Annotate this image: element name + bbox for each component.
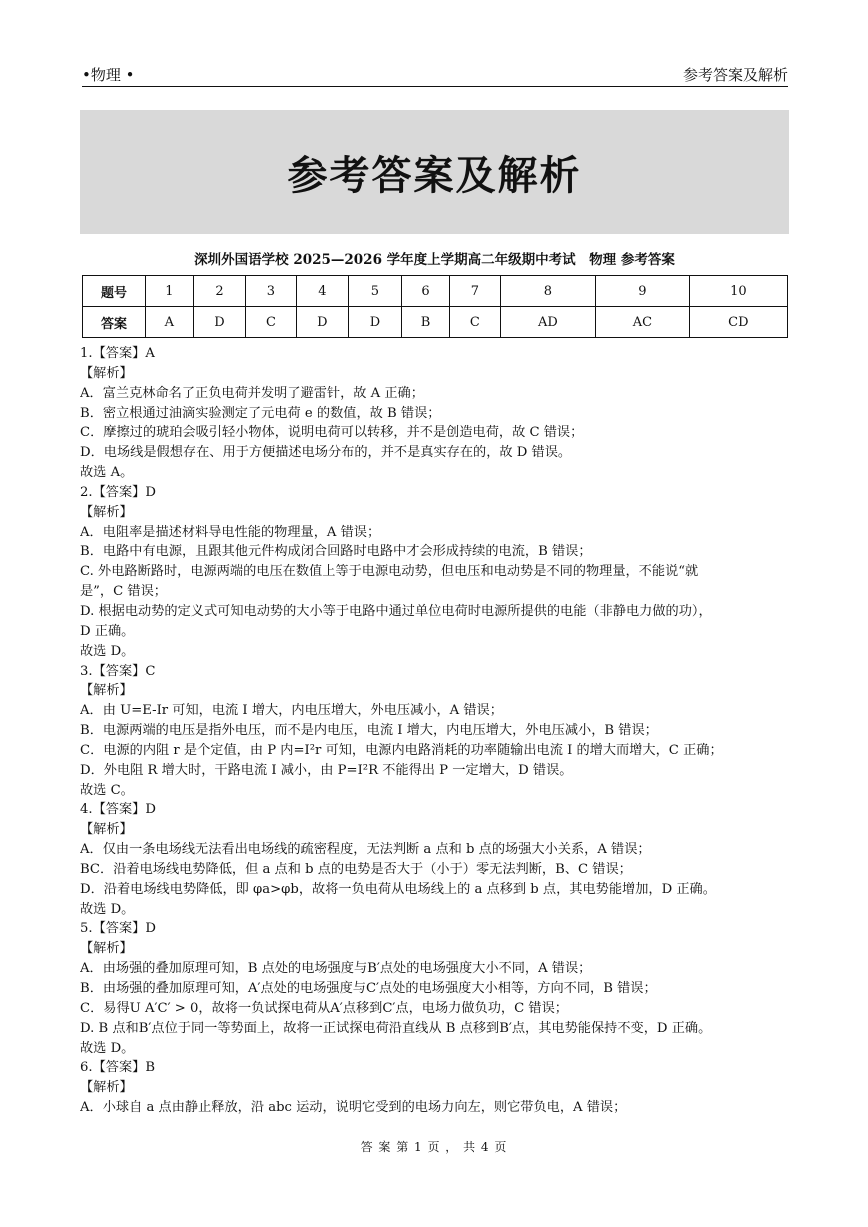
banner-title: 参考答案及解析 (287, 151, 582, 199)
text-line: A．电阻率是描述材料导电性能的物理量，A 错误； (80, 524, 381, 540)
text-line: 故选 C。 (80, 782, 134, 798)
answer-cell: D (193, 307, 246, 338)
answer-cell: A (146, 307, 194, 338)
text-line: D. 根据电动势的定义式可知电动势的大小等于电路中通过单位电荷时电源所提供的电能（非静电力做的功）， (80, 603, 712, 619)
title-banner (80, 110, 789, 234)
text-line: B．电路中有电源，且跟其他元件构成闭合回路时电路中才会形成持续的电流，B 错误； (80, 544, 592, 560)
text-line: D．电场线是假想存在、用于方便描述电场分布的，并不是真实存在的，故 D 错误。 (80, 445, 572, 461)
text-line: 故选 A。 (80, 465, 134, 481)
text-line: B．密立根通过油滴实验测定了元电荷 e 的数值，故 B 错误； (80, 405, 441, 421)
answer-cell: AD (500, 307, 596, 338)
text-line: 1.【答案】A (80, 346, 155, 361)
text-line: 故选 D。 (80, 643, 135, 659)
text-line: 3.【答案】C (80, 663, 156, 679)
exam-subtitle: 深圳外国语学校 2025—2026 学年度上学期高二年级期中考试 物理 参考答案 (194, 252, 675, 268)
question-number: 7 (450, 276, 500, 307)
text-line: B．由场强的叠加原理可知，A′点处的电场强度与C′点处的电场强度大小相等，方向不同，B 错误； (80, 981, 657, 996)
question-number: 2 (193, 276, 246, 307)
text-line: A．由 U=E-Ir 可知，电流 I 增大，内电压增大，外电压减小，A 错误； (80, 703, 503, 719)
question-number-row (83, 276, 788, 307)
text-line: A．富兰克林命名了正负电荷并发明了避雷针，故 A 正确； (80, 385, 424, 401)
text-line: D. B 点和B′点位于同一等势面上，故将一正试探电荷沿直线从 B 点移到B′点，其电势能保持不变，D 正确。 (80, 1020, 712, 1036)
answer-cell: AC (596, 307, 689, 338)
text-line: D．沿着电场线电势降低，即 φa>φb，故将一负电荷从电场线上的 a 点移到 b 点，其电势能增加，D 正确。 (80, 881, 716, 897)
text-line: 【解析】 (80, 683, 133, 699)
text-line: D．外电阻 R 增大时，干路电流 I 减小，由 P=I²R 不能得出 P 一定增大，D 错误。 (80, 762, 573, 778)
text-line: A．仅由一条电场线无法看出电场线的疏密程度，无法判断 a 点和 b 点的场强大小关系，A 错误； (80, 842, 651, 858)
question-number: 5 (349, 276, 402, 307)
answer-cell: CD (689, 307, 787, 338)
explanation-body (80, 344, 796, 1118)
answer-row (83, 307, 788, 338)
text-line: BC．沿着电场线电势降低，但 a 点和 b 点的电势是否大于（小于）零无法判断，B、C 错误； (80, 861, 632, 877)
answer-cell: C (450, 307, 500, 338)
answer-cell: B (401, 307, 450, 338)
answer-cell: C (246, 307, 296, 338)
text-line: 【解析】 (80, 504, 133, 520)
question-number: 4 (296, 276, 349, 307)
text-line: C．易得U A′C′ > 0，故将一负试探电荷从A′点移到C′点，电场力做负功，C 错误； (80, 1000, 568, 1016)
text-line: 故选 D。 (80, 901, 135, 917)
row-label-number: 题号 (83, 276, 146, 307)
question-number: 3 (246, 276, 296, 307)
question-number: 9 (596, 276, 689, 307)
text-line: C．电源的内阻 r 是个定值，由 P 内=I²r 可知，电源内电路消耗的功率随输出电流 I 的增大而增大，C 正确； (80, 742, 723, 758)
text-line: B．电源两端的电压是指外电压，而不是内电压，电流 I 增大，内电压增大，外电压减小，B 错误； (80, 723, 658, 739)
text-line: 故选 D。 (80, 1040, 135, 1056)
text-line: 【解析】 (80, 365, 133, 381)
text-line: A．小球自 a 点由静止释放，沿 abc 运动，说明它受到的电场力向左，则它带负电，A 错误； (80, 1100, 627, 1116)
answer-cell: D (349, 307, 402, 338)
header-subject: •物理 • (82, 66, 135, 84)
text-line: C. 外电路断路时，电源两端的电压在数值上等于电源电动势，但电压和电动势是不同的物理量，不能说“就 (80, 564, 699, 580)
text-line: 4.【答案】D (80, 802, 156, 818)
answer-cell: D (296, 307, 349, 338)
page-footer: 答 案 第 1 页 ， 共 4 页 (360, 1140, 508, 1154)
question-number: 6 (401, 276, 450, 307)
text-line: 【解析】 (80, 822, 133, 838)
page-header (82, 60, 788, 87)
question-number: 10 (689, 276, 787, 307)
text-line: A．由场强的叠加原理可知，B 点处的电场强度与B′点处的电场强度大小不同，A 错误； (80, 961, 592, 977)
row-label-answer: 答案 (83, 307, 146, 338)
text-line: 【解析】 (80, 1080, 133, 1096)
question-number: 8 (500, 276, 596, 307)
text-line: 2.【答案】D (80, 484, 156, 500)
answer-table (82, 275, 788, 338)
question-number: 1 (146, 276, 194, 307)
text-line: D 正确。 (80, 623, 135, 639)
text-line: 【解析】 (80, 941, 133, 957)
text-line: C．摩擦过的琥珀会吸引轻小物体，说明电荷可以转移，并不是创造电荷，故 C 错误； (80, 425, 584, 441)
text-line: 是”，C 错误； (80, 584, 167, 600)
text-line: 5.【答案】D (80, 921, 156, 937)
header-section-title: 参考答案及解析 (682, 66, 788, 84)
text-line: 6.【答案】B (80, 1060, 156, 1076)
